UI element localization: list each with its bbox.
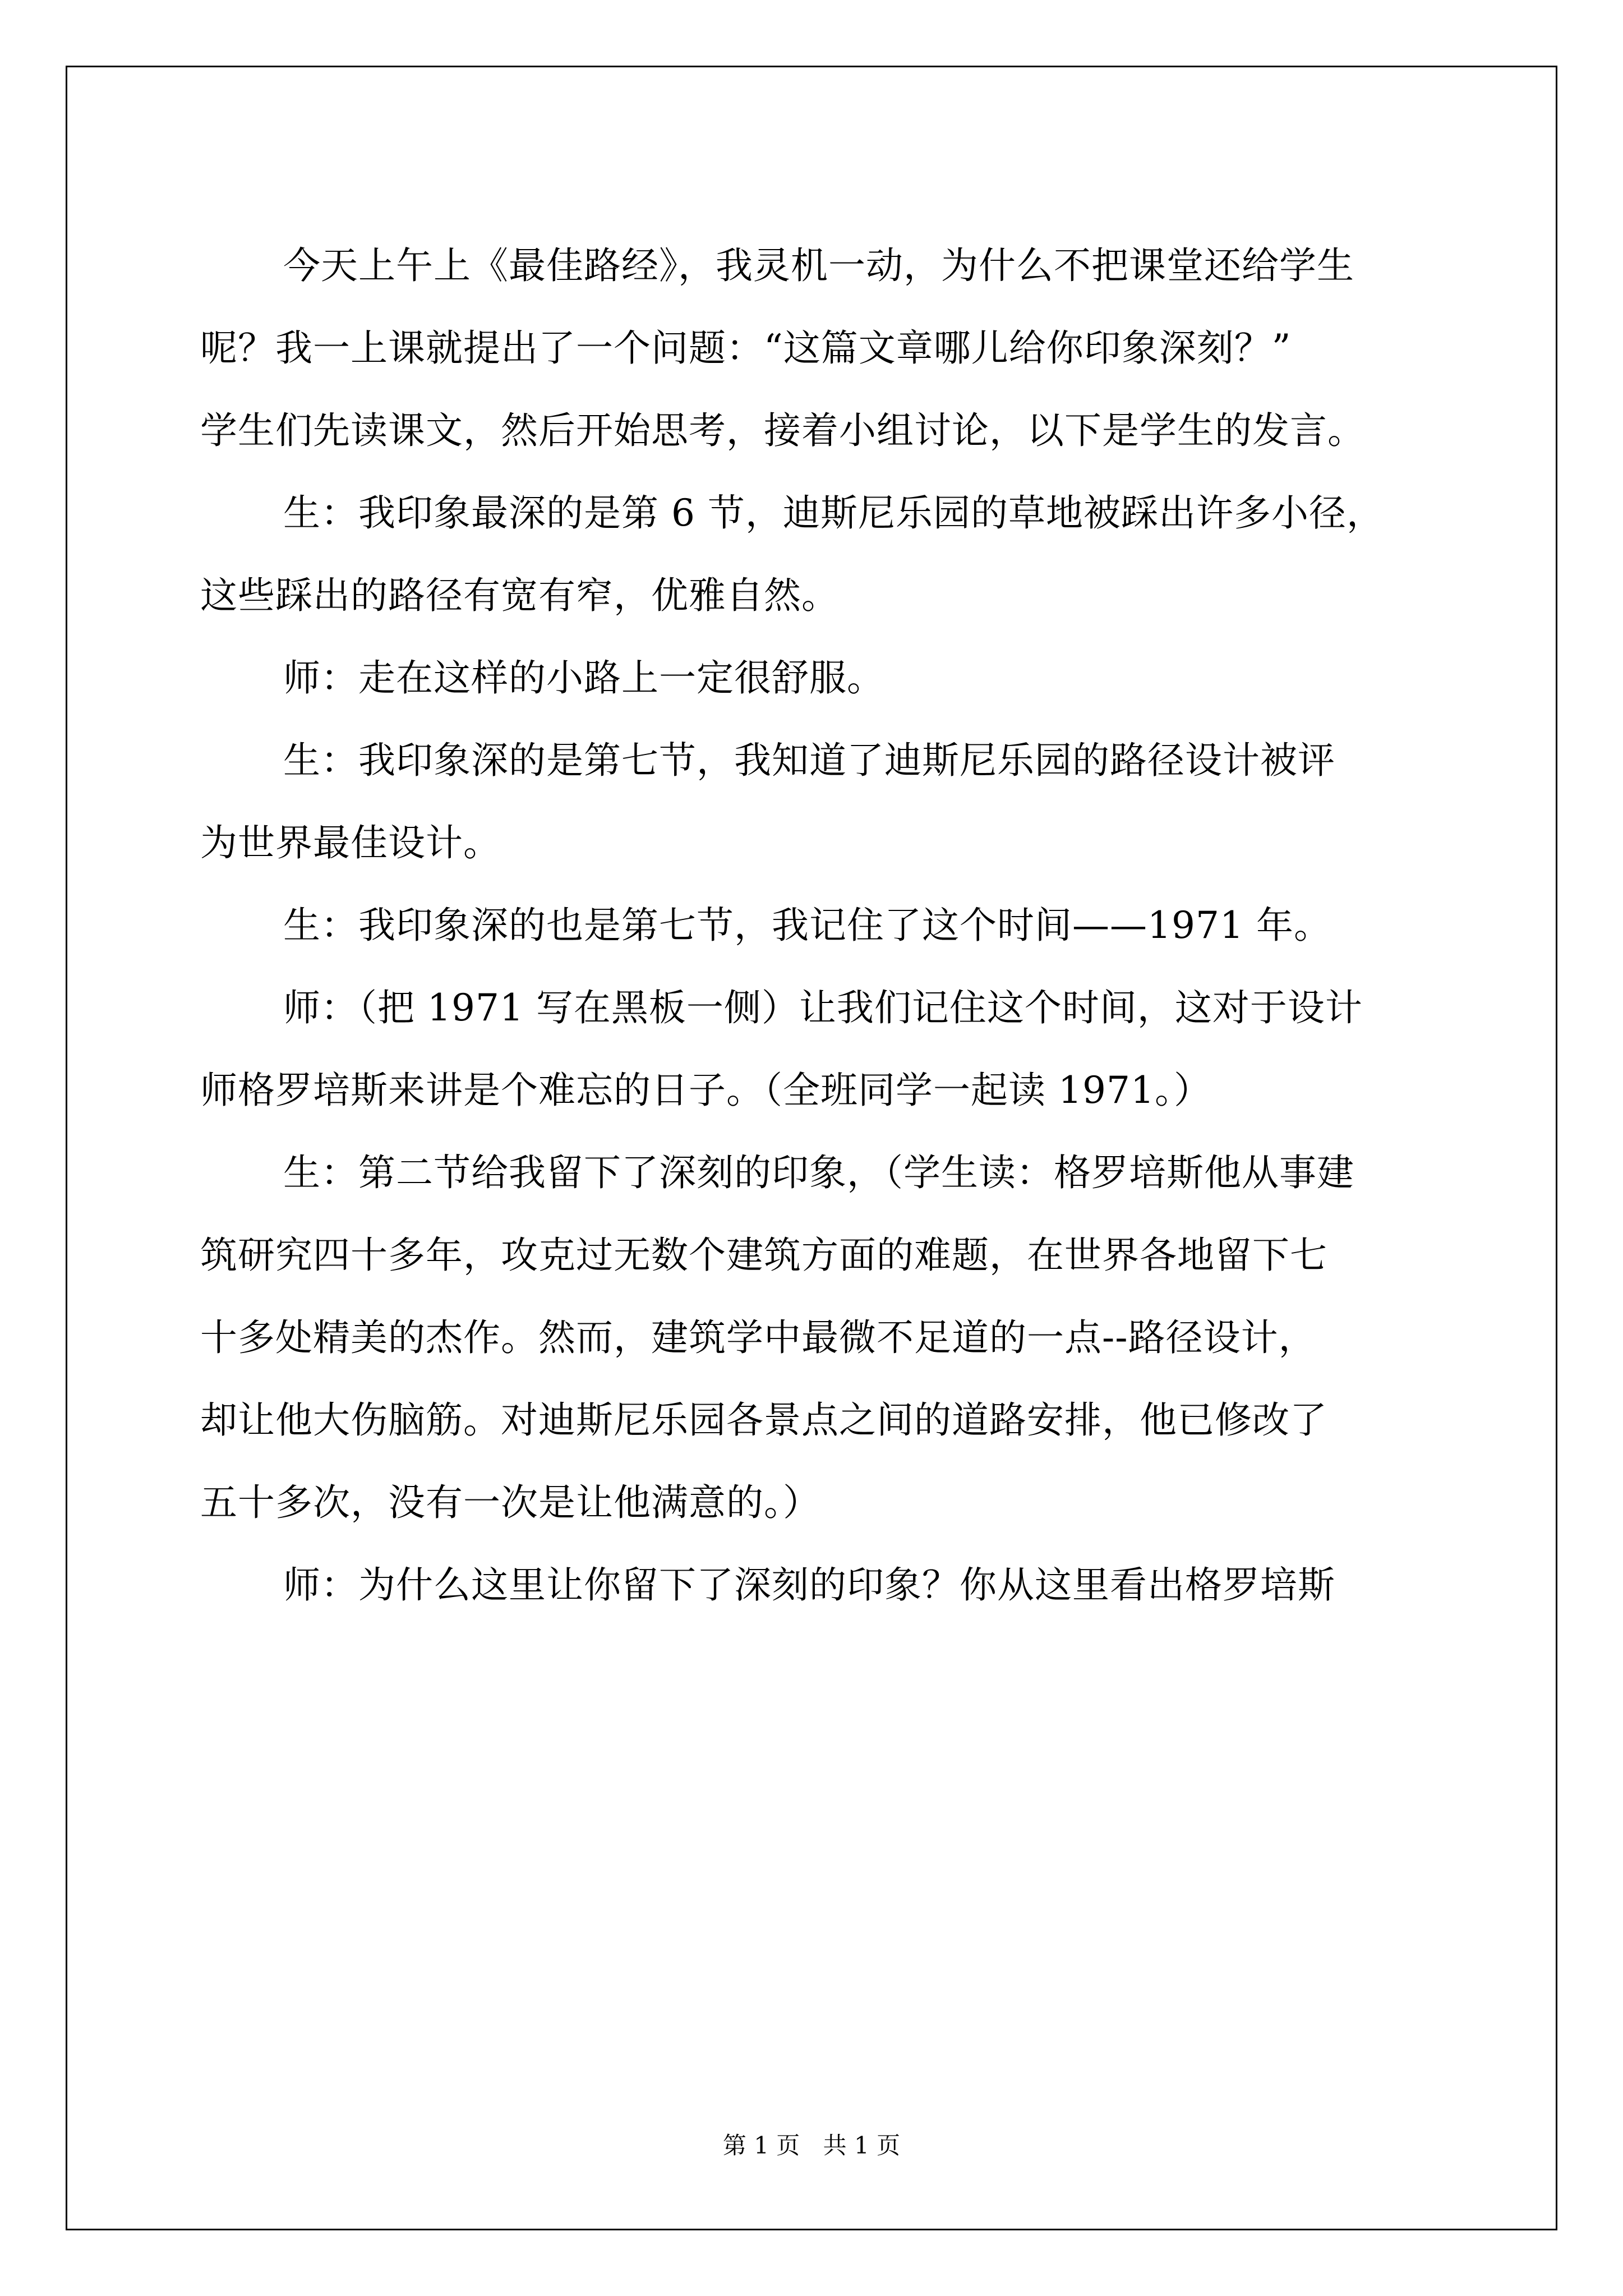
- page-footer: [0, 2129, 1623, 2162]
- paragraph-line: 五十多次，没有一次是让他满意的。）: [200, 1481, 820, 1524]
- paragraph-line: 为世界最佳设计。: [200, 821, 501, 864]
- paragraph-line: 师格罗培斯来讲是个难忘的日子。（全班同学一起读 1971。）: [200, 1069, 1211, 1112]
- paragraph-line: 生：我印象深的也是第七节，我记住了这个时间——1971 年。: [283, 904, 1331, 947]
- page-total: 共 1 页: [823, 2132, 901, 2159]
- paragraph-line: 筑研究四十多年，攻克过无数个建筑方面的难题，在世界各地留下七: [200, 1234, 1327, 1277]
- document-body: [200, 224, 1423, 1626]
- paragraph-line: 师：为什么这里让你留下了深刻的印象？你从这里看出格罗培斯: [283, 1563, 1335, 1607]
- paragraph-line: 师：走在这样的小路上一定很舒服。: [283, 656, 884, 700]
- paragraph-line: 学生们先读课文，然后开始思考，接着小组讨论，以下是学生的发言。: [200, 409, 1365, 452]
- page-number: 第 1 页: [722, 2132, 800, 2159]
- paragraph-line: 师：（把 1971 写在黑板一侧）让我们记住这个时间，这对于设计: [283, 986, 1363, 1029]
- paragraph-line: 今天上午上《最佳路经》，我灵机一动，为什么不把课堂还给学生: [283, 244, 1354, 287]
- paragraph-line: 十多处精美的杰作。然而，建筑学中最微不足道的一点--路径设计，: [200, 1316, 1316, 1359]
- paragraph-line: 生：我印象最深的是第 6 节，迪斯尼乐园的草地被踩出许多小径，: [283, 491, 1384, 535]
- paragraph-line: 呢？我一上课就提出了一个问题：“这篇文章哪儿给你印象深刻？”: [200, 326, 1292, 370]
- paragraph-line: 生：我印象深的是第七节，我知道了迪斯尼乐园的路径设计被评: [283, 739, 1335, 782]
- paragraph-line: 这些踩出的路径有宽有窄，优雅自然。: [200, 574, 839, 617]
- paragraph-line: 却让他大伤脑筋。对迪斯尼乐园各景点之间的道路安排，他已修改了: [200, 1398, 1327, 1442]
- paragraph-line: 生：第二节给我留下了深刻的印象，（学生读：格罗培斯他从事建: [283, 1151, 1354, 1194]
